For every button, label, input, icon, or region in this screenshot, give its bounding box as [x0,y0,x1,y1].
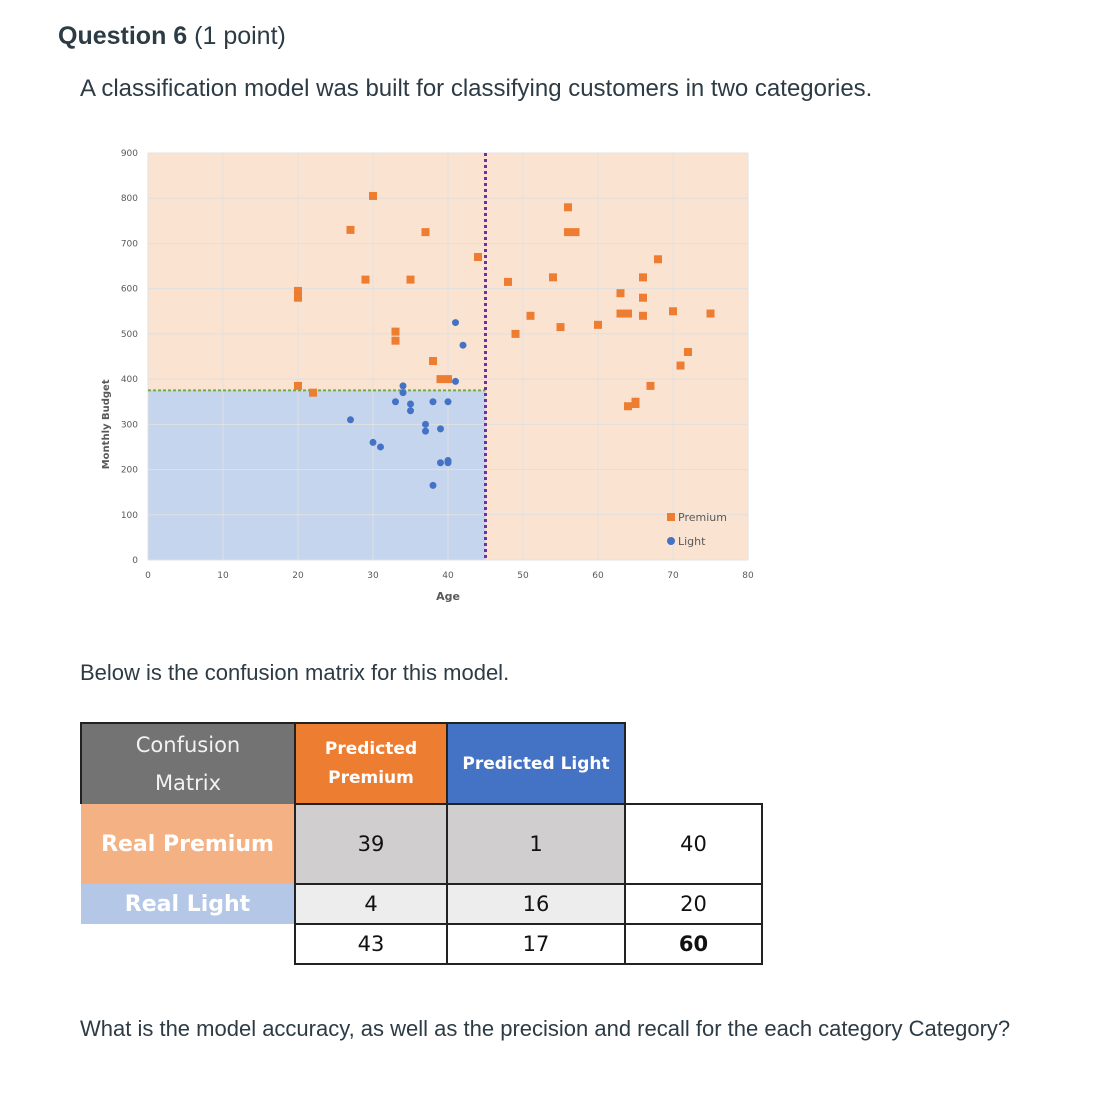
premium-point [444,375,452,383]
pred-premium-line-2: Premium [328,767,414,788]
row-label-real-premium: Real Premium [81,804,295,884]
question-header [58,22,286,51]
premium-point [654,255,662,263]
corner-line-1: Confusion [135,733,241,757]
cell-premium-pred-light: 1 [447,804,625,884]
y-tick-label: 600 [120,284,138,295]
light-point [452,378,459,385]
light-point [392,398,399,405]
cell-premium-pred-premium: 39 [295,804,447,884]
premium-point [707,310,715,318]
premium-point [549,273,557,281]
premium-point [677,362,685,370]
x-tick-label: 60 [592,571,604,581]
cell-light-pred-premium: 4 [295,884,447,924]
premium-point [437,375,445,383]
premium-point [572,228,580,236]
col-total-pred-light: 17 [447,924,625,964]
light-point [445,457,452,464]
premium-point [504,278,512,286]
premium-point [369,192,377,200]
x-tick-label: 10 [217,571,229,581]
matrix-corner-cell [81,723,295,804]
light-region [148,390,486,560]
premium-point [407,276,415,284]
y-tick-label: 700 [120,239,138,250]
premium-point [639,273,647,281]
premium-point [392,328,400,336]
premium-point [392,337,400,345]
premium-point [632,400,640,408]
premium-point [429,357,437,365]
x-tick-label: 40 [442,571,454,581]
light-point [452,319,459,326]
premium-point [557,323,565,331]
light-point [437,459,444,466]
premium-point [624,402,632,410]
premium-point [669,307,677,315]
header-predicted-light: Predicted Light [447,723,625,804]
light-point [460,342,467,349]
corner-line-2: Matrix [154,771,222,795]
y-tick-label: 100 [120,510,138,521]
x-tick-label: 50 [517,571,529,581]
premium-point [309,389,317,397]
x-tick-label: 20 [292,571,304,581]
confusion-matrix [80,722,763,965]
grand-total: 60 [625,924,762,964]
matrix-intro: Below is the confusion matrix for this model. [80,660,510,685]
premium-point [639,312,647,320]
light-point [370,439,377,446]
x-axis-label: Age [436,590,460,603]
y-tick-label: 400 [120,375,138,386]
sum-row-blank [81,924,295,964]
y-tick-label: 900 [120,149,138,159]
scatter-chart [95,140,775,610]
row-total-light: 20 [625,884,762,924]
light-point [400,389,407,396]
premium-point [422,228,430,236]
premium-point [647,382,655,390]
question-intro: A classification model was built for classifying customers in two categories. [80,75,873,102]
premium-point [624,310,632,318]
premium-point [294,294,302,302]
premium-point [512,330,520,338]
premium-point [594,321,602,329]
light-point [422,421,429,428]
question-title: Question 6 [58,22,188,50]
light-point [437,425,444,432]
premium-point [617,310,625,318]
y-tick-label: 300 [120,420,138,431]
legend-swatch-light [667,537,675,545]
pred-premium-line-1: Predicted [324,738,418,759]
premium-point [362,276,370,284]
legend-label: Light [678,535,706,548]
header-blank [625,723,762,804]
col-total-pred-premium: 43 [295,924,447,964]
premium-point [639,294,647,302]
light-point [430,398,437,405]
premium-point [684,348,692,356]
y-tick-label: 500 [120,329,138,340]
light-point [407,407,414,414]
premium-point [474,253,482,261]
light-point [400,382,407,389]
x-tick-label: 80 [742,571,754,581]
premium-point [347,226,355,234]
light-point [377,443,384,450]
x-tick-label: 70 [667,571,679,581]
light-point [422,428,429,435]
y-tick-label: 200 [120,465,138,476]
premium-point [564,203,572,211]
light-point [430,482,437,489]
row-total-premium: 40 [625,804,762,884]
legend-label: Premium [678,511,727,524]
light-point [347,416,354,423]
y-tick-label: 0 [132,556,138,566]
light-point [407,400,414,407]
premium-point [564,228,572,236]
x-tick-label: 0 [145,571,151,581]
y-axis-label: Monthly Budget [101,379,112,470]
cell-light-pred-light: 16 [447,884,625,924]
question-points: (1 point) [194,22,286,50]
premium-point [294,382,302,390]
premium-point [617,289,625,297]
x-tick-label: 30 [367,571,379,581]
y-tick-label: 800 [120,194,138,205]
legend-swatch-premium [667,513,675,521]
premium-point [527,312,535,320]
light-point [445,398,452,405]
question-ask: What is the model accuracy, as well as the precision and recall for the each category Category? [80,1016,1011,1041]
header-predicted-premium [295,723,447,804]
row-label-real-light: Real Light [81,884,295,924]
